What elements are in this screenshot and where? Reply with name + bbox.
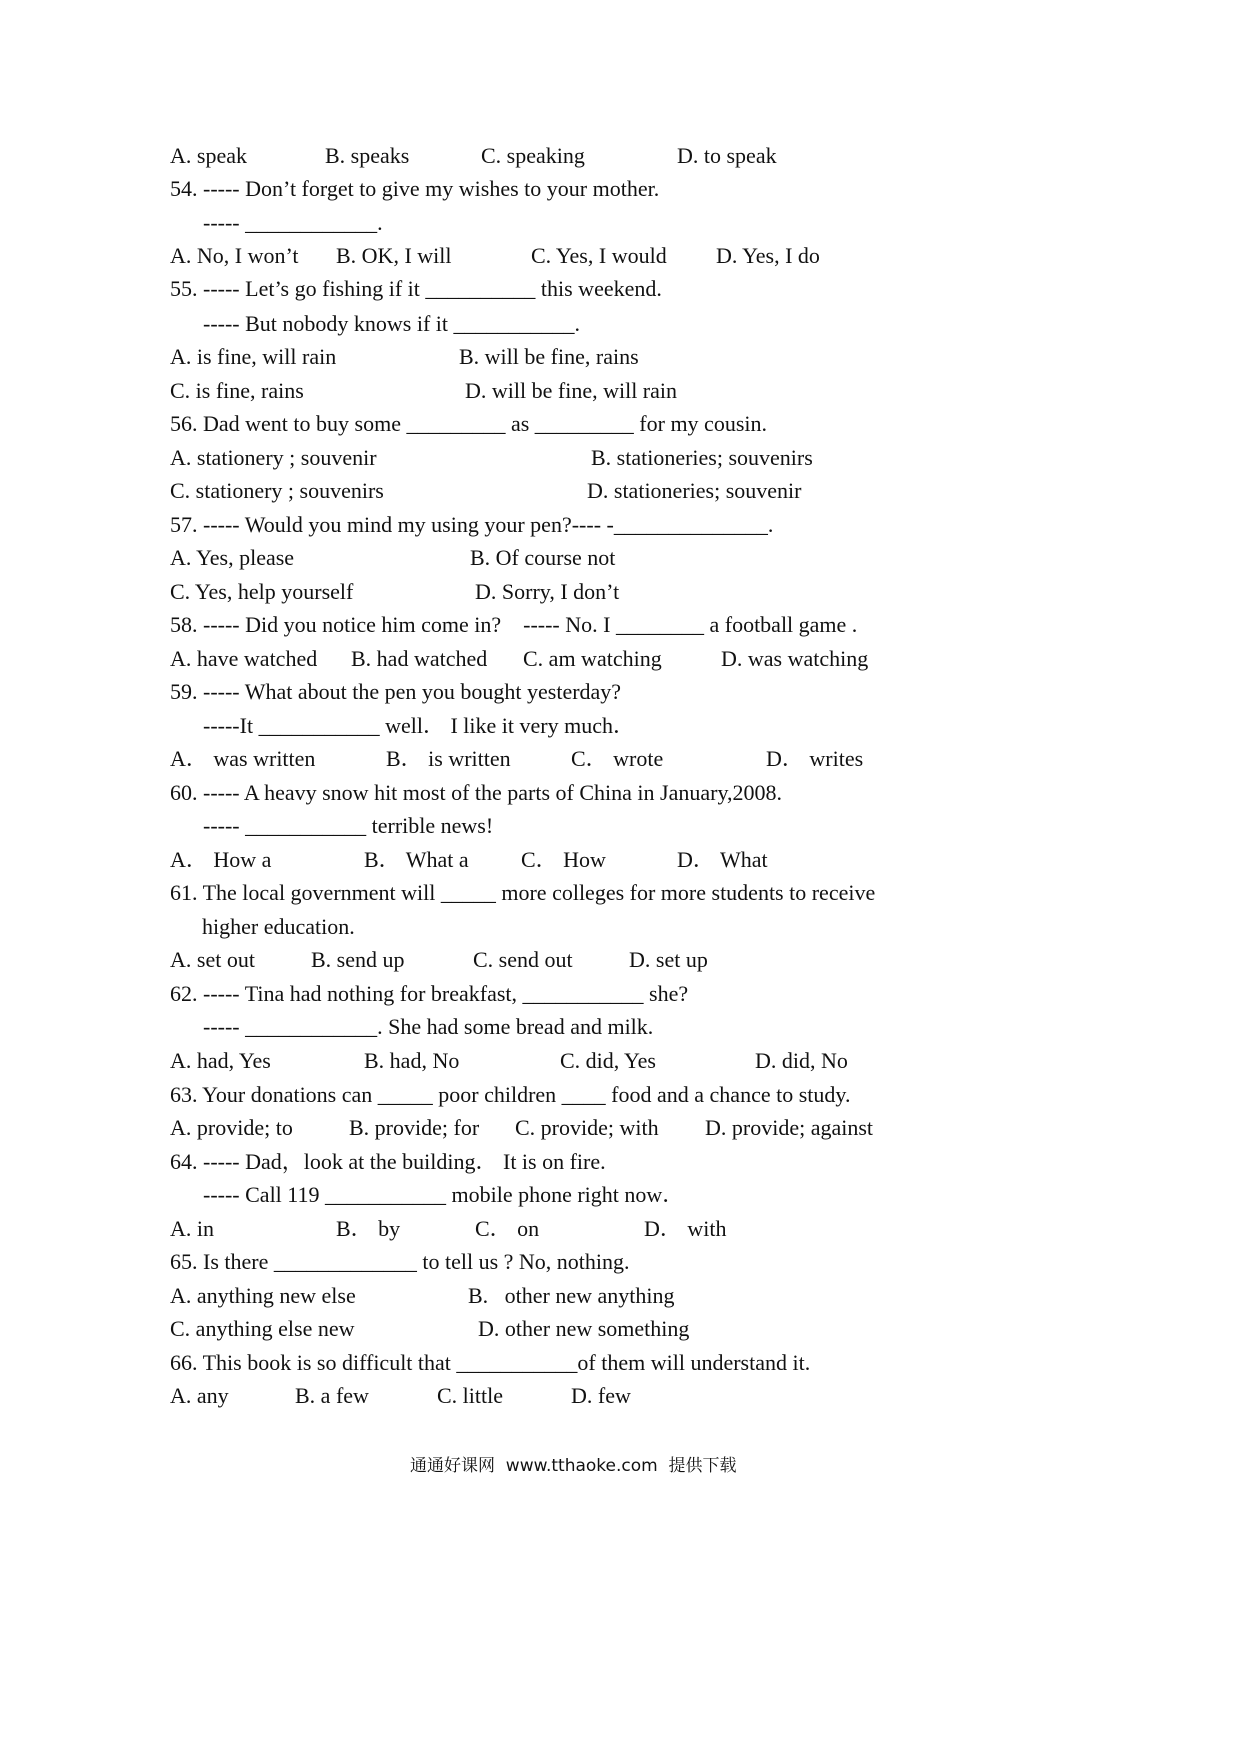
option-63-c: C. provide; with xyxy=(515,1115,659,1140)
option-58-d: D. was watching xyxy=(721,646,869,671)
option-60-d: D． What xyxy=(677,847,768,872)
page-footer: 通通好课网 www.tthaoke.com 提供下载 xyxy=(410,1456,737,1476)
question-55: 55. ----- Let’s go fishing if it __________ this weekend. xyxy=(170,276,662,301)
question-56: 56. Dad went to buy some _________ as _________ for my cousin. xyxy=(170,411,767,436)
option-57-b: B. Of course not xyxy=(470,545,616,570)
option-64-a: A. in xyxy=(170,1216,214,1241)
question-66: 66. This book is so difficult that ___________of them will understand it. xyxy=(170,1350,811,1375)
option-63-d: D. provide; against xyxy=(705,1115,874,1140)
option-61-b: B. send up xyxy=(311,947,405,972)
option-55-d: D. will be fine, will rain xyxy=(465,378,678,403)
option-61-a: A. set out xyxy=(170,947,255,972)
option-64-c: C． on xyxy=(475,1216,540,1241)
option-59-a: A． was written xyxy=(170,746,316,771)
question-62-reply: ----- ____________. She had some bread and milk. xyxy=(203,1014,654,1039)
option-66-a: A. any xyxy=(170,1383,229,1408)
option-54-a: A. No, I won’t xyxy=(170,243,299,268)
option-58-c: C. am watching xyxy=(523,646,662,671)
question-60-reply: ----- ___________ terrible news! xyxy=(203,813,494,838)
question-55-reply: ----- But nobody knows if it ___________. xyxy=(203,311,581,336)
option-62-a: A. had, Yes xyxy=(170,1048,271,1073)
option-58-b: B. had watched xyxy=(351,646,488,671)
question-64: 64. ----- Dad，look at the building． It is on fire. xyxy=(170,1149,606,1174)
option-62-d: D. did, No xyxy=(755,1048,848,1073)
option-56-a: A. stationery ; souvenir xyxy=(170,445,377,470)
option-65-d: D. other new something xyxy=(478,1316,690,1341)
option-53-d: D. to speak xyxy=(677,143,777,168)
option-65-a: A. anything new else xyxy=(170,1283,356,1308)
option-60-a: A． How a xyxy=(170,847,272,872)
question-58: 58. ----- Did you notice him come in? ----- No. I ________ a football game . xyxy=(170,612,858,637)
option-60-b: B． What a xyxy=(364,847,469,872)
question-60: 60. ----- A heavy snow hit most of the parts of China in January,2008. xyxy=(170,780,783,805)
option-53-a: A. speak xyxy=(170,143,247,168)
question-57: 57. ----- Would you mind my using your pen?---- -______________. xyxy=(170,512,774,537)
option-61-d: D. set up xyxy=(629,947,708,972)
question-54-reply: ----- ____________. xyxy=(203,210,383,235)
option-63-a: A. provide; to xyxy=(170,1115,293,1140)
question-62: 62. ----- Tina had nothing for breakfast, ___________ she? xyxy=(170,981,689,1006)
question-65: 65. Is there _____________ to tell us ? No, nothing. xyxy=(170,1249,630,1274)
option-64-d: D． with xyxy=(644,1216,727,1241)
option-59-d: D． writes xyxy=(766,746,864,771)
option-56-d: D. stationeries; souvenir xyxy=(587,478,802,503)
option-55-a: A. is fine, will rain xyxy=(170,344,337,369)
option-55-c: C. is fine, rains xyxy=(170,378,304,403)
option-54-c: C. Yes, I would xyxy=(531,243,667,268)
option-65-c: C. anything else new xyxy=(170,1316,355,1341)
option-57-c: C. Yes, help yourself xyxy=(170,579,354,604)
option-62-b: B. had, No xyxy=(364,1048,460,1073)
option-55-b: B. will be fine, rains xyxy=(459,344,639,369)
option-57-d: D. Sorry, I don’t xyxy=(475,579,620,604)
option-53-c: C. speaking xyxy=(481,143,585,168)
question-61-cont: higher education. xyxy=(202,914,355,939)
option-66-d: D. few xyxy=(571,1383,631,1408)
option-66-b: B. a few xyxy=(295,1383,369,1408)
option-54-d: D. Yes, I do xyxy=(716,243,820,268)
option-60-c: C． How xyxy=(521,847,606,872)
option-54-b: B. OK, I will xyxy=(336,243,452,268)
question-54: 54. ----- Don’t forget to give my wishes to your mother. xyxy=(170,176,660,201)
option-64-b: B． by xyxy=(336,1216,401,1241)
option-62-c: C. did, Yes xyxy=(560,1048,656,1073)
option-66-c: C. little xyxy=(437,1383,503,1408)
option-59-b: B． is written xyxy=(386,746,511,771)
question-59-reply: -----It ___________ well． I like it very much． xyxy=(203,713,635,738)
question-59: 59. ----- What about the pen you bought yesterday? xyxy=(170,679,622,704)
option-58-a: A. have watched xyxy=(170,646,318,671)
question-64-reply: ----- Call 119 ___________ mobile phone right now． xyxy=(203,1182,685,1207)
option-61-c: C. send out xyxy=(473,947,573,972)
option-53-b: B. speaks xyxy=(325,143,410,168)
option-56-c: C. stationery ; souvenirs xyxy=(170,478,384,503)
option-59-c: C． wrote xyxy=(571,746,664,771)
option-56-b: B. stationeries; souvenirs xyxy=(591,445,813,470)
option-65-b: B. other new anything xyxy=(468,1283,675,1308)
question-63: 63. Your donations can _____ poor children ____ food and a chance to study. xyxy=(170,1082,851,1107)
option-63-b: B. provide; for xyxy=(349,1115,480,1140)
question-61: 61. The local government will _____ more colleges for more students to receive xyxy=(170,880,876,905)
option-57-a: A. Yes, please xyxy=(170,545,295,570)
